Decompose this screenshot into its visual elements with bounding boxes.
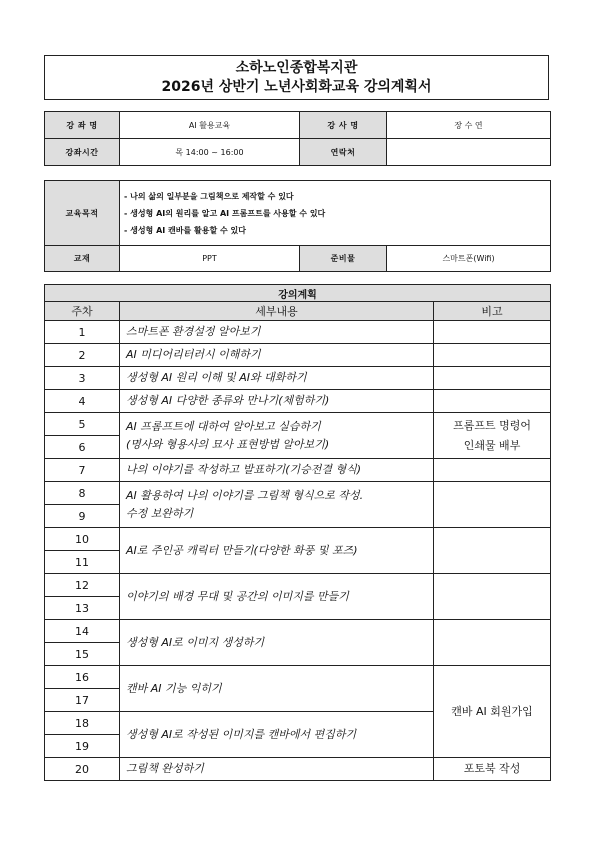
lesson-content: 이야기의 배경 무대 및 공간의 이미지를 만들기 — [120, 574, 434, 620]
week-number: 8 — [45, 482, 120, 505]
lesson-note — [434, 413, 551, 459]
lesson-content-line: AI 프롬프트에 대하여 알아보고 실습하기 — [126, 419, 321, 433]
lesson-content — [120, 413, 434, 459]
lesson-content-line: 수정 보완하기 — [126, 506, 194, 520]
lesson-content: 생성형 AI로 이미지 생성하기 — [120, 620, 434, 666]
lesson-content: AI로 주인공 캐릭터 만들기(다양한 화풍 및 포즈) — [120, 528, 434, 574]
goals-table — [44, 180, 551, 272]
week-number: 1 — [45, 321, 120, 344]
prep-label: 준비물 — [300, 246, 387, 272]
course-time-value: 목 14:00 ~ 16:00 — [120, 139, 300, 166]
week-number: 3 — [45, 367, 120, 390]
week-number: 17 — [45, 689, 120, 712]
lesson-content: 캔바 AI 기능 익히기 — [120, 666, 434, 712]
week-number: 6 — [45, 436, 120, 459]
content-header: 세부내용 — [120, 302, 434, 321]
lesson-note: 포토북 작성 — [434, 758, 551, 781]
week-number: 2 — [45, 344, 120, 367]
week-number: 5 — [45, 413, 120, 436]
lesson-content: 생성형 AI 다양한 종류와 만나기(체험하기) — [120, 390, 434, 413]
lesson-content: 그림책 완성하기 — [120, 758, 434, 781]
course-name-value: AI 활용교육 — [120, 112, 300, 139]
lesson-note — [434, 367, 551, 390]
lesson-content-line: (명사와 형용사의 묘사 표현방법 알아보기) — [126, 437, 330, 451]
lesson-note: 캔바 AI 회원가입 — [434, 666, 551, 758]
goals-label: 교육목적 — [45, 181, 120, 246]
course-name-label: 강 좌 명 — [45, 112, 120, 139]
goal-item: - 나의 삶의 일부분을 그림책으로 제작할 수 있다 — [124, 191, 294, 201]
week-header: 주차 — [45, 302, 120, 321]
contact-value — [387, 139, 551, 166]
lesson-note — [434, 574, 551, 620]
lesson-note — [434, 459, 551, 482]
week-number: 9 — [45, 505, 120, 528]
week-number: 10 — [45, 528, 120, 551]
week-number: 18 — [45, 712, 120, 735]
week-number: 16 — [45, 666, 120, 689]
week-number: 19 — [45, 735, 120, 758]
note-line: 인쇄물 배부 — [463, 438, 521, 452]
lesson-content: 스마트폰 환경설정 알아보기 — [120, 321, 434, 344]
lesson-content: AI 미디어리터러시 이해하기 — [120, 344, 434, 367]
goal-item: - 생성형 AI의 원리를 알고 AI 프롬프트를 사용할 수 있다 — [124, 208, 326, 218]
prep-value: 스마트폰(Wifi) — [387, 246, 551, 272]
note-line: 프롬프트 명령어 — [453, 418, 531, 432]
lesson-content — [120, 482, 434, 528]
contact-label: 연락처 — [300, 139, 387, 166]
lesson-content-line: AI 활용하여 나의 이야기를 그림책 형식으로 작성. — [126, 488, 364, 502]
course-info-table — [44, 111, 551, 166]
week-number: 13 — [45, 597, 120, 620]
document-title-box — [44, 55, 549, 100]
instructor-label: 강 사 명 — [300, 112, 387, 139]
week-number: 7 — [45, 459, 120, 482]
lesson-note — [434, 528, 551, 574]
org-title: 소하노인종합복지관 — [235, 60, 358, 76]
plan-caption: 강의계획 — [45, 285, 551, 302]
material-label: 교재 — [45, 246, 120, 272]
lesson-content: 나의 이야기를 작성하고 발표하기(기승전결 형식) — [120, 459, 434, 482]
document-title: 2026년 상반기 노년사회화교육 강의계획서 — [161, 79, 432, 95]
note-header: 비고 — [434, 302, 551, 321]
week-number: 20 — [45, 758, 120, 781]
lesson-content: 생성형 AI로 작성된 이미지를 캔바에서 편집하기 — [120, 712, 434, 758]
week-number: 15 — [45, 643, 120, 666]
material-value: PPT — [120, 246, 300, 272]
lesson-note — [434, 620, 551, 666]
week-number: 11 — [45, 551, 120, 574]
goals-list — [120, 181, 551, 246]
lesson-note — [434, 482, 551, 528]
week-number: 12 — [45, 574, 120, 597]
lesson-plan-table — [44, 284, 551, 781]
instructor-value: 장 수 연 — [387, 112, 551, 139]
goal-item: - 생성형 AI 캔바를 활용할 수 있다 — [124, 225, 246, 235]
lesson-content: 생성형 AI 원리 이해 및 AI와 대화하기 — [120, 367, 434, 390]
lesson-note — [434, 321, 551, 344]
lesson-note — [434, 344, 551, 367]
course-time-label: 강좌시간 — [45, 139, 120, 166]
lesson-note — [434, 390, 551, 413]
week-number: 14 — [45, 620, 120, 643]
week-number: 4 — [45, 390, 120, 413]
